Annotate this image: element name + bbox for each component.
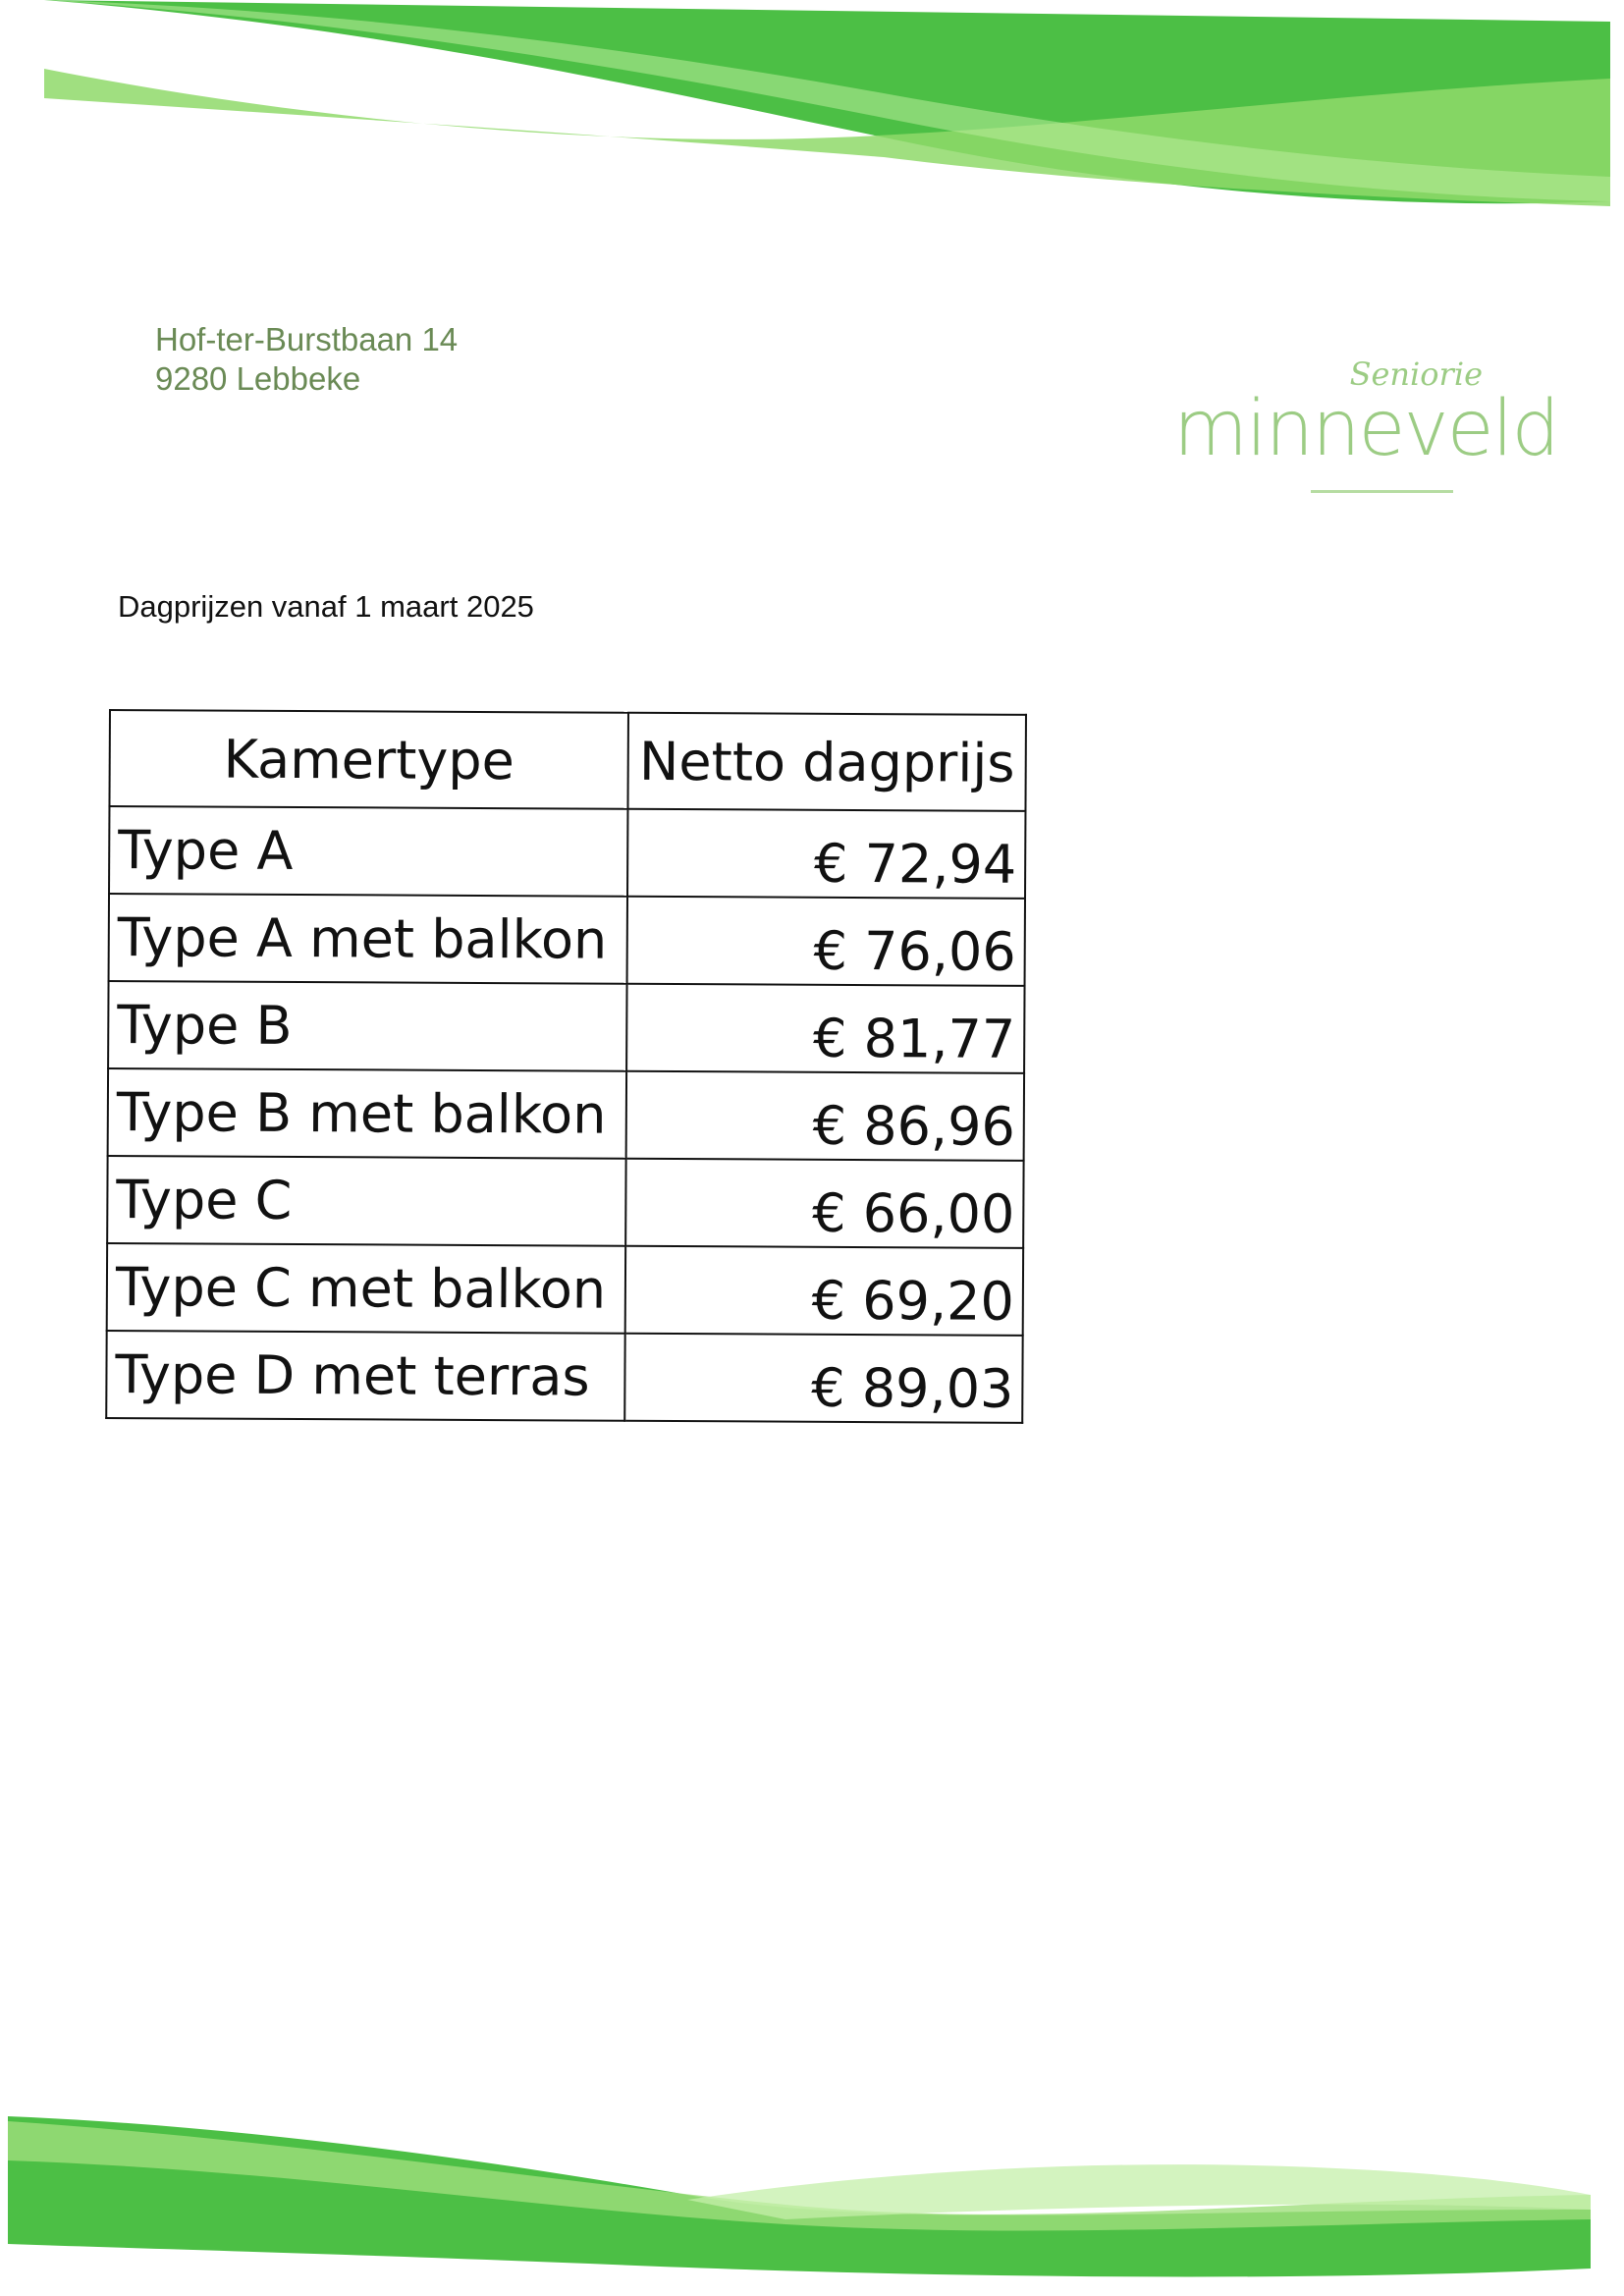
company-logo (1173, 355, 1566, 503)
footer-wave (0, 2102, 1624, 2296)
table-row (107, 1243, 1023, 1336)
table-row (108, 1068, 1024, 1161)
cell-price: € 86,96 (626, 1071, 1024, 1161)
cell-room-type: Type A met balkon (109, 894, 627, 984)
logo-subtitle: Seniorie (1349, 355, 1483, 393)
logo-name: minneveld (1173, 385, 1558, 473)
cell-price: € 72,94 (627, 809, 1025, 899)
document-subtitle: Dagprijzen vanaf 1 maart 2025 (118, 589, 534, 624)
table-header-row (109, 710, 1026, 811)
header-room-type: Kamertype (109, 710, 628, 809)
price-table (105, 709, 1027, 1424)
table-row (109, 894, 1025, 986)
address-city: 9280 Lebbeke (155, 360, 361, 397)
table-row (109, 806, 1025, 899)
header-price: Netto dagprijs (627, 713, 1026, 811)
cell-price: € 66,00 (625, 1159, 1023, 1248)
cell-room-type: Type C (107, 1156, 625, 1246)
cell-room-type: Type D met terras (106, 1331, 624, 1421)
cell-room-type: Type C met balkon (107, 1243, 625, 1334)
cell-room-type: Type B (108, 981, 626, 1071)
table-row (108, 981, 1024, 1073)
header-wave (0, 0, 1624, 226)
cell-room-type: Type B met balkon (108, 1068, 626, 1159)
address-block (155, 320, 458, 399)
cell-price: € 89,03 (624, 1334, 1022, 1423)
cell-room-type: Type A (109, 806, 627, 897)
table-row (107, 1156, 1023, 1248)
cell-price: € 69,20 (625, 1246, 1023, 1336)
table-row (106, 1331, 1022, 1423)
cell-price: € 81,77 (626, 984, 1024, 1073)
cell-price: € 76,06 (627, 897, 1025, 986)
address-street: Hof-ter-Burstbaan 14 (155, 321, 459, 357)
logo-underline (1311, 490, 1453, 493)
